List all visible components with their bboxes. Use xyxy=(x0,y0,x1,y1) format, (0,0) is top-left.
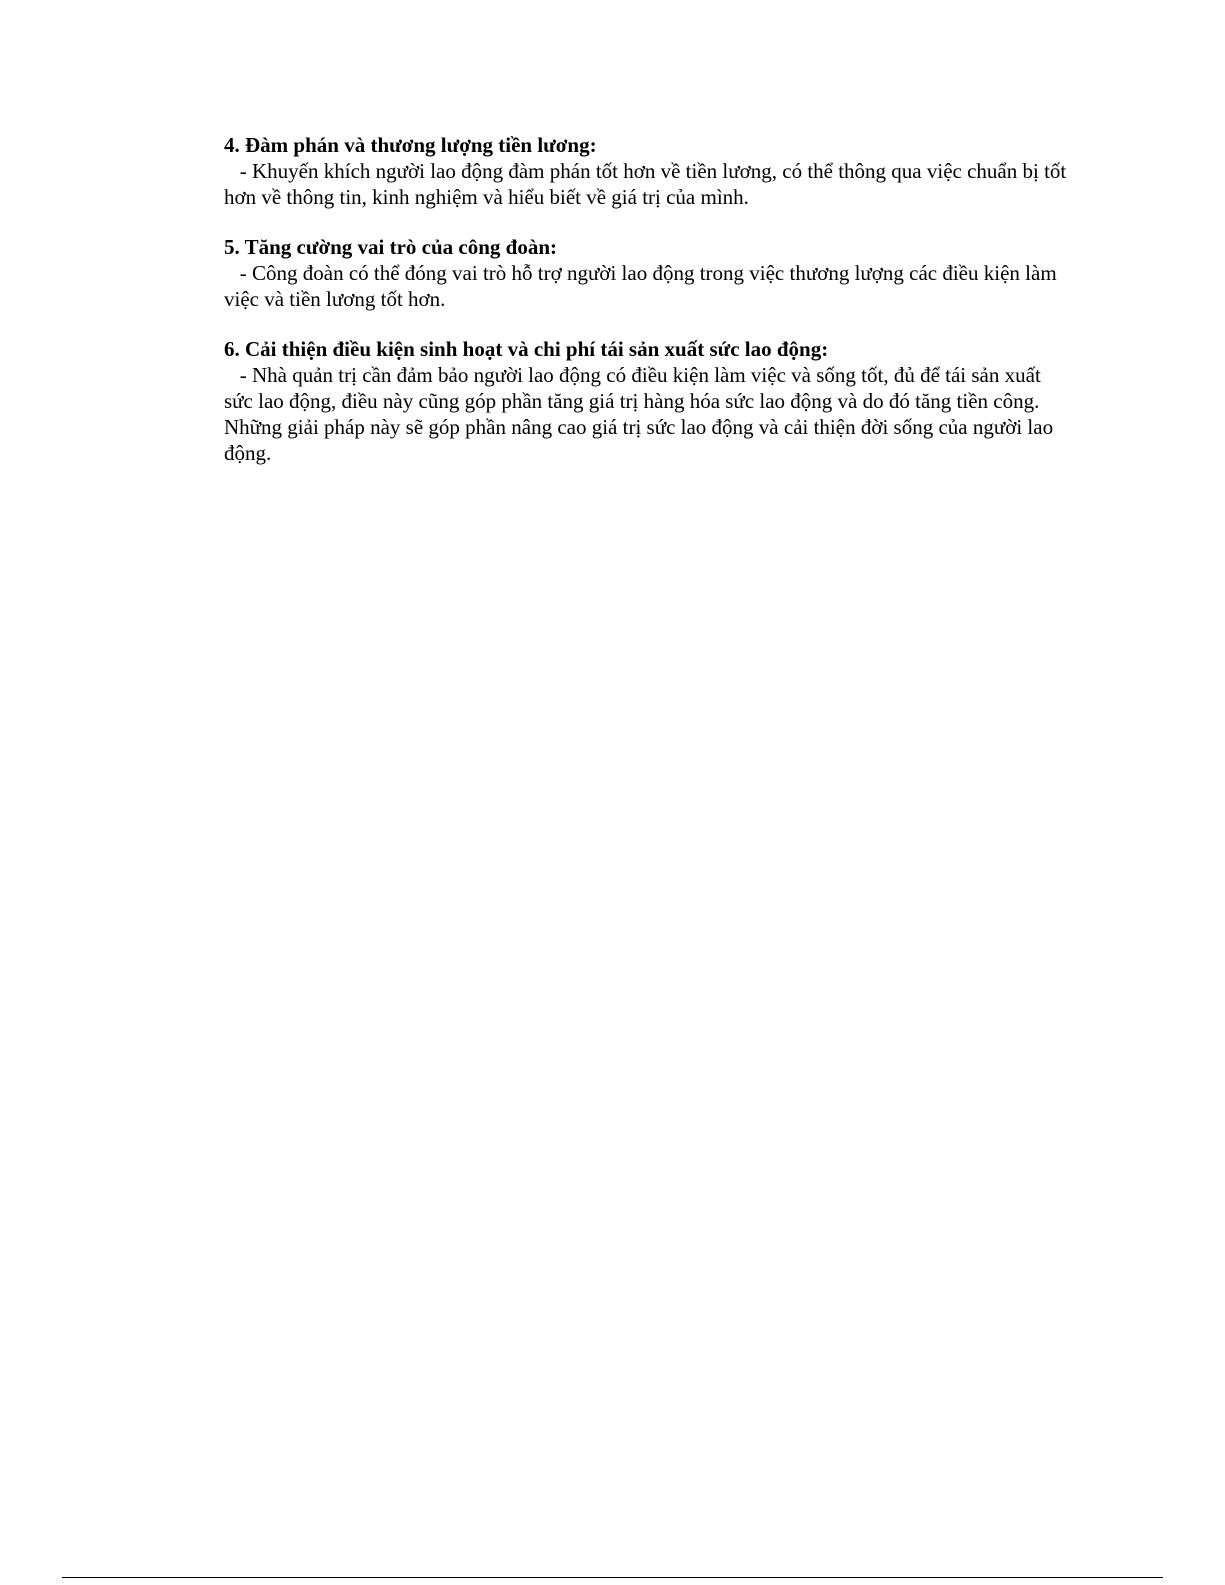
section-heading: 6. Cải thiện điều kiện sinh hoạt và chi phí tái sản xuất sức lao động: xyxy=(224,337,829,361)
section-heading: 4. Đàm phán và thương lượng tiền lương: xyxy=(224,133,597,157)
section-union-role xyxy=(224,234,1074,312)
document-page xyxy=(224,132,1074,466)
section-living-conditions xyxy=(224,336,1074,466)
closing-paragraph: Những giải pháp này sẽ góp phần nâng cao giá trị sức lao động và cải thiện đời sống của người lao động. xyxy=(224,415,1054,465)
section-heading: 5. Tăng cường vai trò của công đoàn: xyxy=(224,235,558,259)
section-body: - Khuyến khích người lao động đàm phán tốt hơn về tiền lương, có thể thông qua việc chuẩn bị tốt hơn về thông tin, kinh nghiệm và hiểu biết về giá trị của mình. xyxy=(224,159,1067,209)
section-body: - Công đoàn có thể đóng vai trò hỗ trợ người lao động trong việc thương lượng các điều kiện làm việc và tiền lương tốt hơn. xyxy=(224,261,1057,311)
section-negotiation xyxy=(224,132,1074,210)
section-body: - Nhà quản trị cần đảm bảo người lao động có điều kiện làm việc và sống tốt, đủ để tái sản xuất sức lao động, điều này cũng góp phần tăng giá trị hàng hóa sức lao động và do đó tăng tiền công. xyxy=(224,363,1041,413)
page-bottom-rule xyxy=(62,1577,1163,1578)
